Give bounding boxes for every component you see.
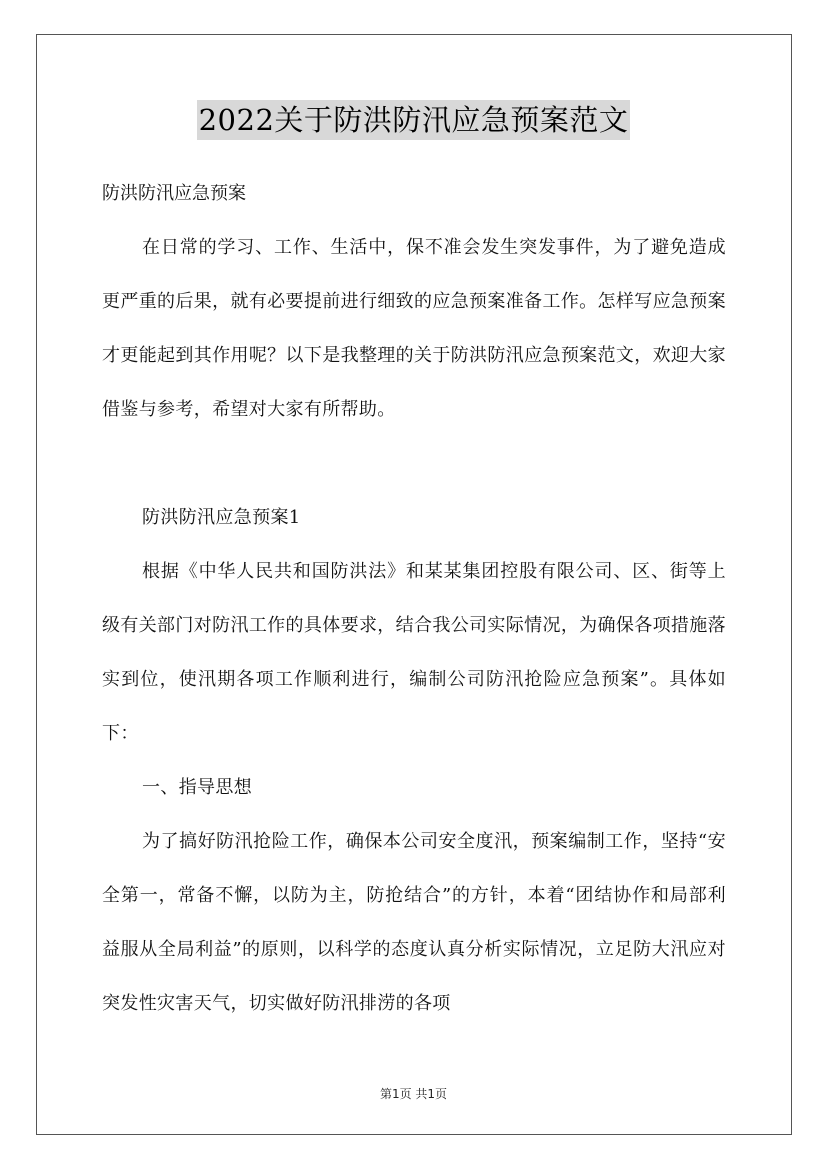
section-heading-plan-1: 防洪防汛应急预案1 bbox=[142, 507, 301, 528]
document-title: 2022关于防洪防汛应急预案范文 bbox=[197, 100, 631, 140]
body-paragraph-basis: 根据《中华人民共和国防洪法》和某某集团控股有限公司、区、街等上级有关部门对防汛工作的具体要求，结合我公司实际情况，为确保各项措施落实到位，使汛期各项工作顺利进行，编制公司防汛抢险应急预案”。具体如下： bbox=[102, 561, 726, 744]
section-heading-guiding-thought: 一、指导思想 bbox=[142, 777, 253, 798]
document-subheading: 防洪防汛应急预案 bbox=[102, 183, 246, 204]
body-paragraph-guiding-thought: 为了搞好防汛抢险工作，确保本公司安全度汛，预案编制工作，坚持“安全第一，常备不懈，以防为主，防抢结合”的方针，本着“团结协作和局部利益服从全局利益”的原则，以科学的态度认真分析实际情况，立足防大汛应对突发性灾害天气，切实做好防汛排涝的各项 bbox=[102, 831, 726, 1014]
intro-paragraph: 在日常的学习、工作、生活中，保不准会发生突发事件，为了避免造成更严重的后果，就有必要提前进行细致的应急预案准备工作。怎样写应急预案才更能起到其作用呢？以下是我整理的关于防洪防汛应急预案范文，欢迎大家借鉴与参考，希望对大家有所帮助。 bbox=[102, 237, 726, 420]
title-container bbox=[0, 100, 827, 140]
page-number-footer: 第1页 共1页 bbox=[379, 1087, 448, 1101]
